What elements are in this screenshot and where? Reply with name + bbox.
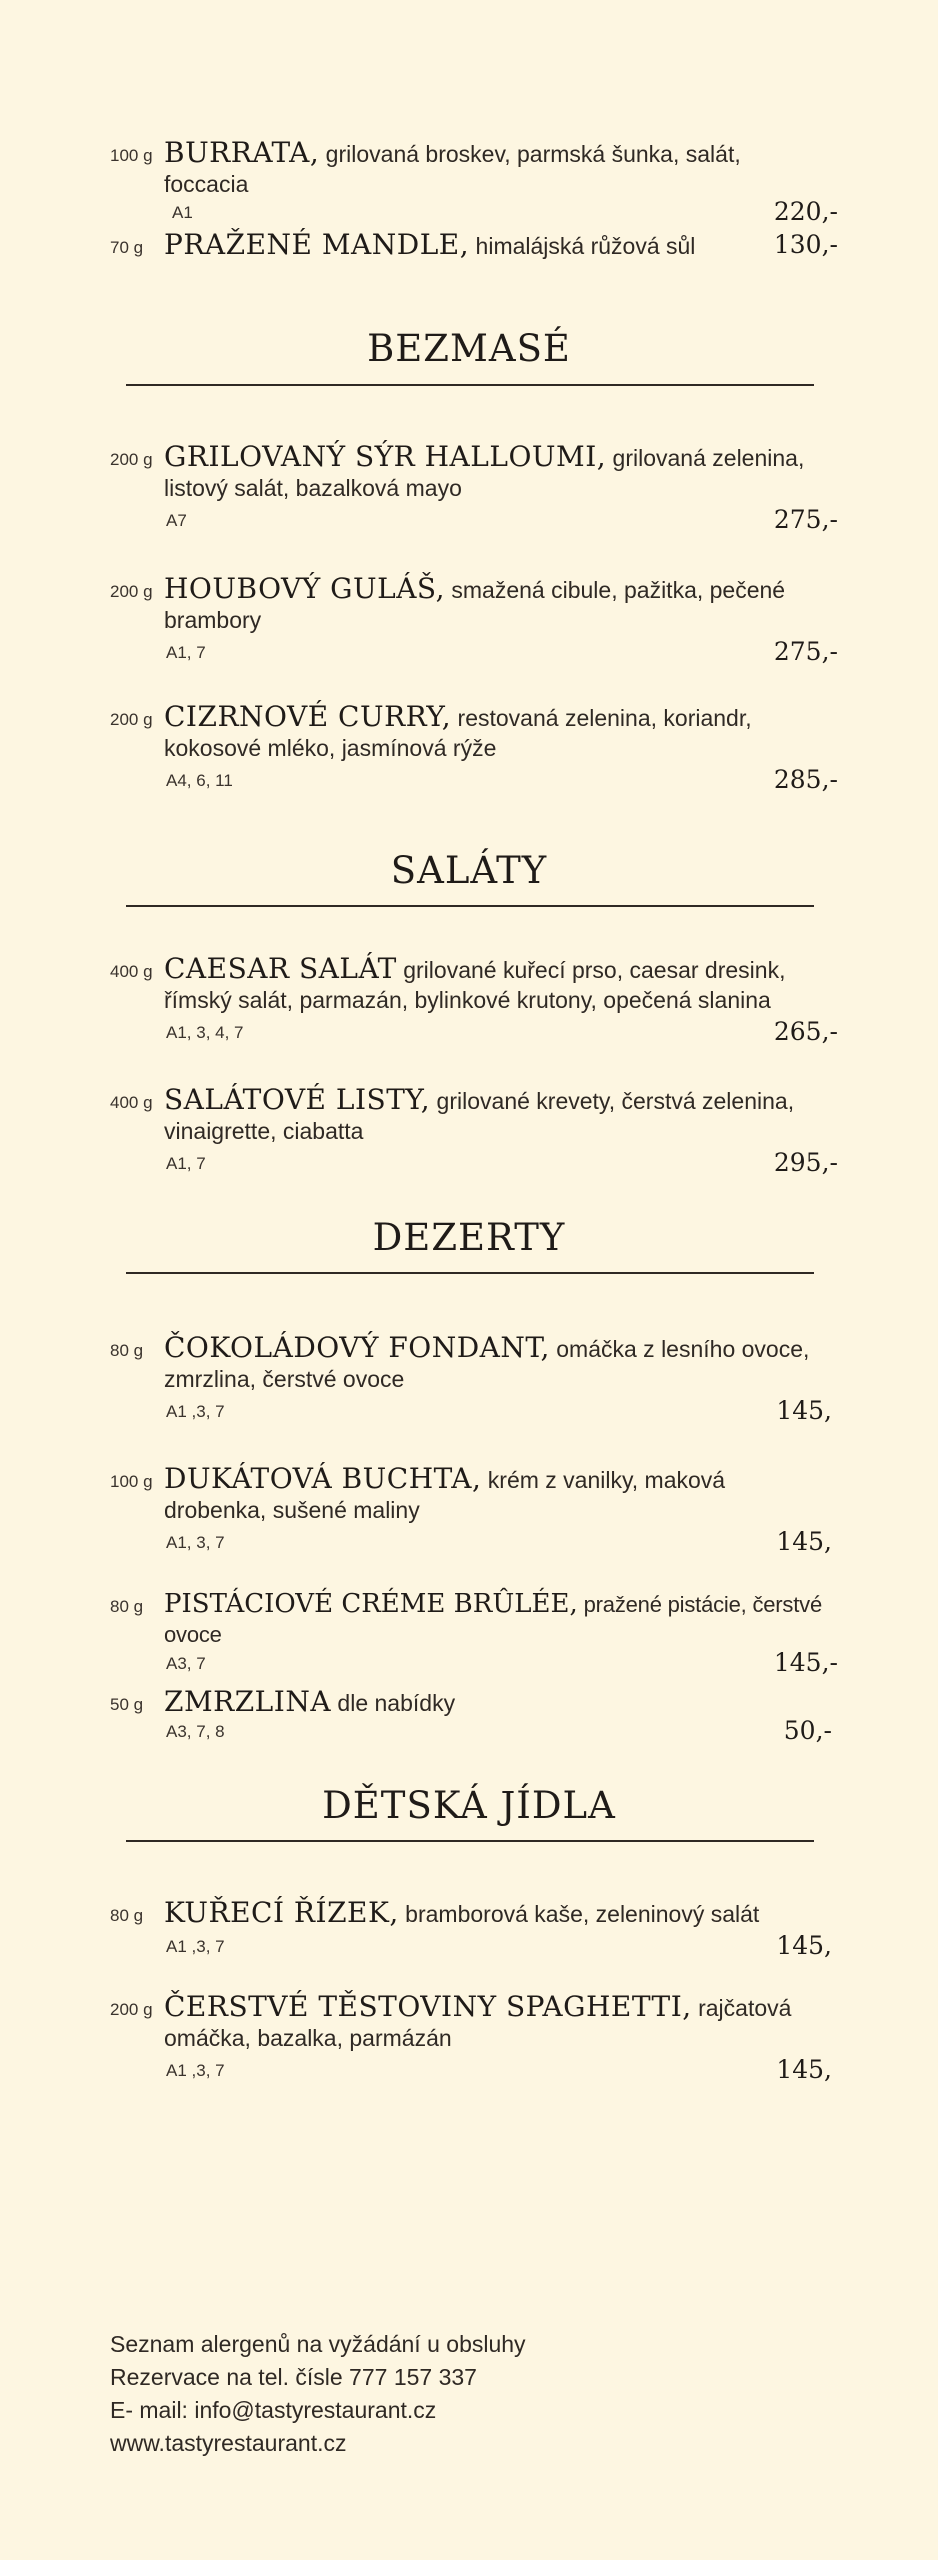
menu-item-zmrzlina <box>110 1687 830 1748</box>
item-allergens: A1, 7 <box>166 643 206 662</box>
section-divider <box>126 1840 814 1842</box>
item-price: 145,- <box>773 1648 838 1677</box>
item-meta <box>164 1017 838 1049</box>
menu-item-creme-brulee <box>110 1589 838 1680</box>
menu-item-salatove-listy <box>110 1083 838 1180</box>
item-weight: 70 g <box>110 238 144 257</box>
item-meta <box>164 505 838 537</box>
item-meta <box>164 1718 830 1748</box>
dish-ingredients: rajčatová omáčka, bazalka, parmázán <box>164 1995 792 2051</box>
item-weight: 400 g <box>110 1093 153 1112</box>
dish-name: ZMRZLINA <box>164 1685 332 1718</box>
item-description <box>164 1464 830 1525</box>
item-price: 275,- <box>773 505 838 534</box>
dish-ingredients: grilovaná zelenina, listový salát, bazalková mayo <box>164 445 805 501</box>
item-weight: 80 g <box>110 1597 144 1616</box>
item-meta <box>164 1148 838 1180</box>
dish-name: CAESAR SALÁT <box>164 952 397 985</box>
section-title-detska-jidla: DĚTSKÁ JÍDLA <box>322 1784 616 1827</box>
section-title-salaty: SALÁTY <box>390 849 548 892</box>
item-description <box>164 138 830 199</box>
dish-name: BURRATA, <box>164 136 320 169</box>
item-meta <box>164 1648 838 1680</box>
dish-ingredients: krém z vanilky, maková drobenka, sušené maliny <box>164 1467 726 1523</box>
item-meta <box>164 765 838 797</box>
item-meta <box>164 1529 830 1559</box>
section-divider <box>126 905 814 907</box>
dish-name: PISTÁCIOVÉ CRÉME BRÛLÉE, <box>164 1589 578 1619</box>
dish-ingredients: grilované krevety, čerstvá zelenina, vinaigrette, ciabatta <box>164 1088 795 1144</box>
item-allergens: A1, 3, 7 <box>166 1533 225 1552</box>
item-description <box>164 1687 830 1718</box>
website-url: www.tastyrestaurant.cz <box>110 2430 347 2456</box>
item-description <box>164 442 830 503</box>
dish-ingredients: grilovaná broskev, parmská šunka, salát, foccacia <box>164 141 741 197</box>
item-description <box>164 1992 830 2053</box>
item-price: 145, <box>776 1931 832 1960</box>
menu-item-burrata <box>110 136 838 229</box>
item-description <box>164 1333 830 1394</box>
item-meta <box>164 2057 830 2087</box>
item-weight: 200 g <box>110 710 153 729</box>
section-divider <box>126 384 814 386</box>
item-allergens: A4, 6, 11 <box>166 771 233 790</box>
menu-item-rizek <box>110 1898 830 1963</box>
item-description <box>164 1589 830 1650</box>
dish-name: ČOKOLÁDOVÝ FONDANT, <box>164 1331 550 1364</box>
item-allergens: A3, 7 <box>166 1654 206 1673</box>
item-price: 275,- <box>773 637 838 666</box>
item-price: 130,- <box>773 230 838 259</box>
item-allergens: A1, 7 <box>166 1154 206 1173</box>
item-allergens: A1 ,3, 7 <box>166 2061 225 2080</box>
menu-item-mandle <box>110 228 838 261</box>
dish-name: GRILOVANÝ SÝR HALLOUMI, <box>164 440 607 473</box>
item-allergens: A1, 3, 4, 7 <box>166 1023 244 1042</box>
item-price: 145, <box>776 1396 832 1425</box>
dish-name: CIZRNOVÉ CURRY, <box>164 700 452 733</box>
item-meta <box>164 1933 830 1963</box>
item-price: 220,- <box>773 197 838 226</box>
menu-item-halloumi <box>110 440 838 537</box>
dish-name: KUŘECÍ ŘÍZEK, <box>164 1896 399 1929</box>
item-allergens: A7 <box>166 511 187 530</box>
item-description <box>164 954 830 1015</box>
item-allergens: A3, 7, 8 <box>166 1722 225 1741</box>
item-meta <box>164 197 838 229</box>
dish-ingredients: grilované kuřecí prso, caesar dresink, římský salát, parmazán, bylinkové krutony, opečená slanina <box>164 957 786 1013</box>
dish-name: SALÁTOVÉ LISTY, <box>164 1083 431 1116</box>
dish-name: PRAŽENÉ MANDLE, <box>164 228 470 261</box>
menu-item-buchta <box>110 1464 830 1559</box>
menu-item-gulas <box>110 572 838 669</box>
item-weight: 50 g <box>110 1695 144 1714</box>
item-description <box>164 574 830 635</box>
item-weight: 400 g <box>110 962 153 981</box>
item-meta <box>164 1398 830 1428</box>
reservation-phone: Rezervace na tel. čísle 777 157 337 <box>110 2364 477 2390</box>
item-weight: 200 g <box>110 450 153 469</box>
dish-ingredients: dle nabídky <box>331 1690 456 1716</box>
item-price: 145, <box>776 1527 832 1556</box>
item-allergens: A1 ,3, 7 <box>166 1937 225 1956</box>
item-weight: 200 g <box>110 582 153 601</box>
item-weight: 100 g <box>110 1472 153 1491</box>
item-allergens: A1 ,3, 7 <box>166 1402 225 1421</box>
item-weight: 80 g <box>110 1341 144 1360</box>
contact-email: E- mail: info@tastyrestaurant.cz <box>110 2397 437 2423</box>
item-price: 265,- <box>773 1017 838 1046</box>
dish-ingredients: pražené pistácie, čerstvé ovoce <box>164 1592 822 1647</box>
menu-item-caesar <box>110 952 838 1049</box>
dish-name: DUKÁTOVÁ BUCHTA, <box>164 1462 482 1495</box>
item-weight: 80 g <box>110 1906 144 1925</box>
item-price: 145, <box>776 2055 832 2084</box>
item-description <box>164 1085 830 1146</box>
item-weight: 100 g <box>110 146 153 165</box>
menu-item-fondant <box>110 1333 830 1428</box>
section-title-bezmase: BEZMASÉ <box>367 327 571 370</box>
item-description <box>164 228 838 261</box>
footer-contact <box>110 2328 526 2460</box>
dish-name: ČERSTVÉ TĚSTOVINY SPAGHETTI, <box>164 1990 692 2023</box>
dish-ingredients: smažená cibule, pažitka, pečené brambory <box>164 577 786 633</box>
item-allergens: A1 <box>172 203 193 222</box>
dish-ingredients: omáčka z lesního ovoce, zmrzlina, čerstvé ovoce <box>164 1336 810 1392</box>
item-price: 295,- <box>773 1148 838 1177</box>
item-price: 285,- <box>773 765 838 794</box>
menu-item-curry <box>110 700 838 797</box>
dish-ingredients: restovaná zelenina, koriandr, kokosové mléko, jasmínová rýže <box>164 705 752 761</box>
item-meta <box>164 637 838 669</box>
section-divider <box>126 1272 814 1274</box>
item-price: 50,- <box>783 1716 832 1745</box>
dish-name: HOUBOVÝ GULÁŠ, <box>164 572 445 605</box>
dish-ingredients: bramborová kaše, zeleninový salát <box>398 1901 760 1927</box>
item-description <box>164 702 830 763</box>
menu-item-spaghetti <box>110 1992 830 2087</box>
dish-ingredients: himalájská růžová sůl <box>469 233 696 259</box>
section-title-dezerty: DEZERTY <box>372 1216 566 1259</box>
item-description <box>164 1898 830 1929</box>
item-weight: 200 g <box>110 2000 153 2019</box>
allergen-note: Seznam alergenů na vyžádání u obsluhy <box>110 2331 526 2357</box>
